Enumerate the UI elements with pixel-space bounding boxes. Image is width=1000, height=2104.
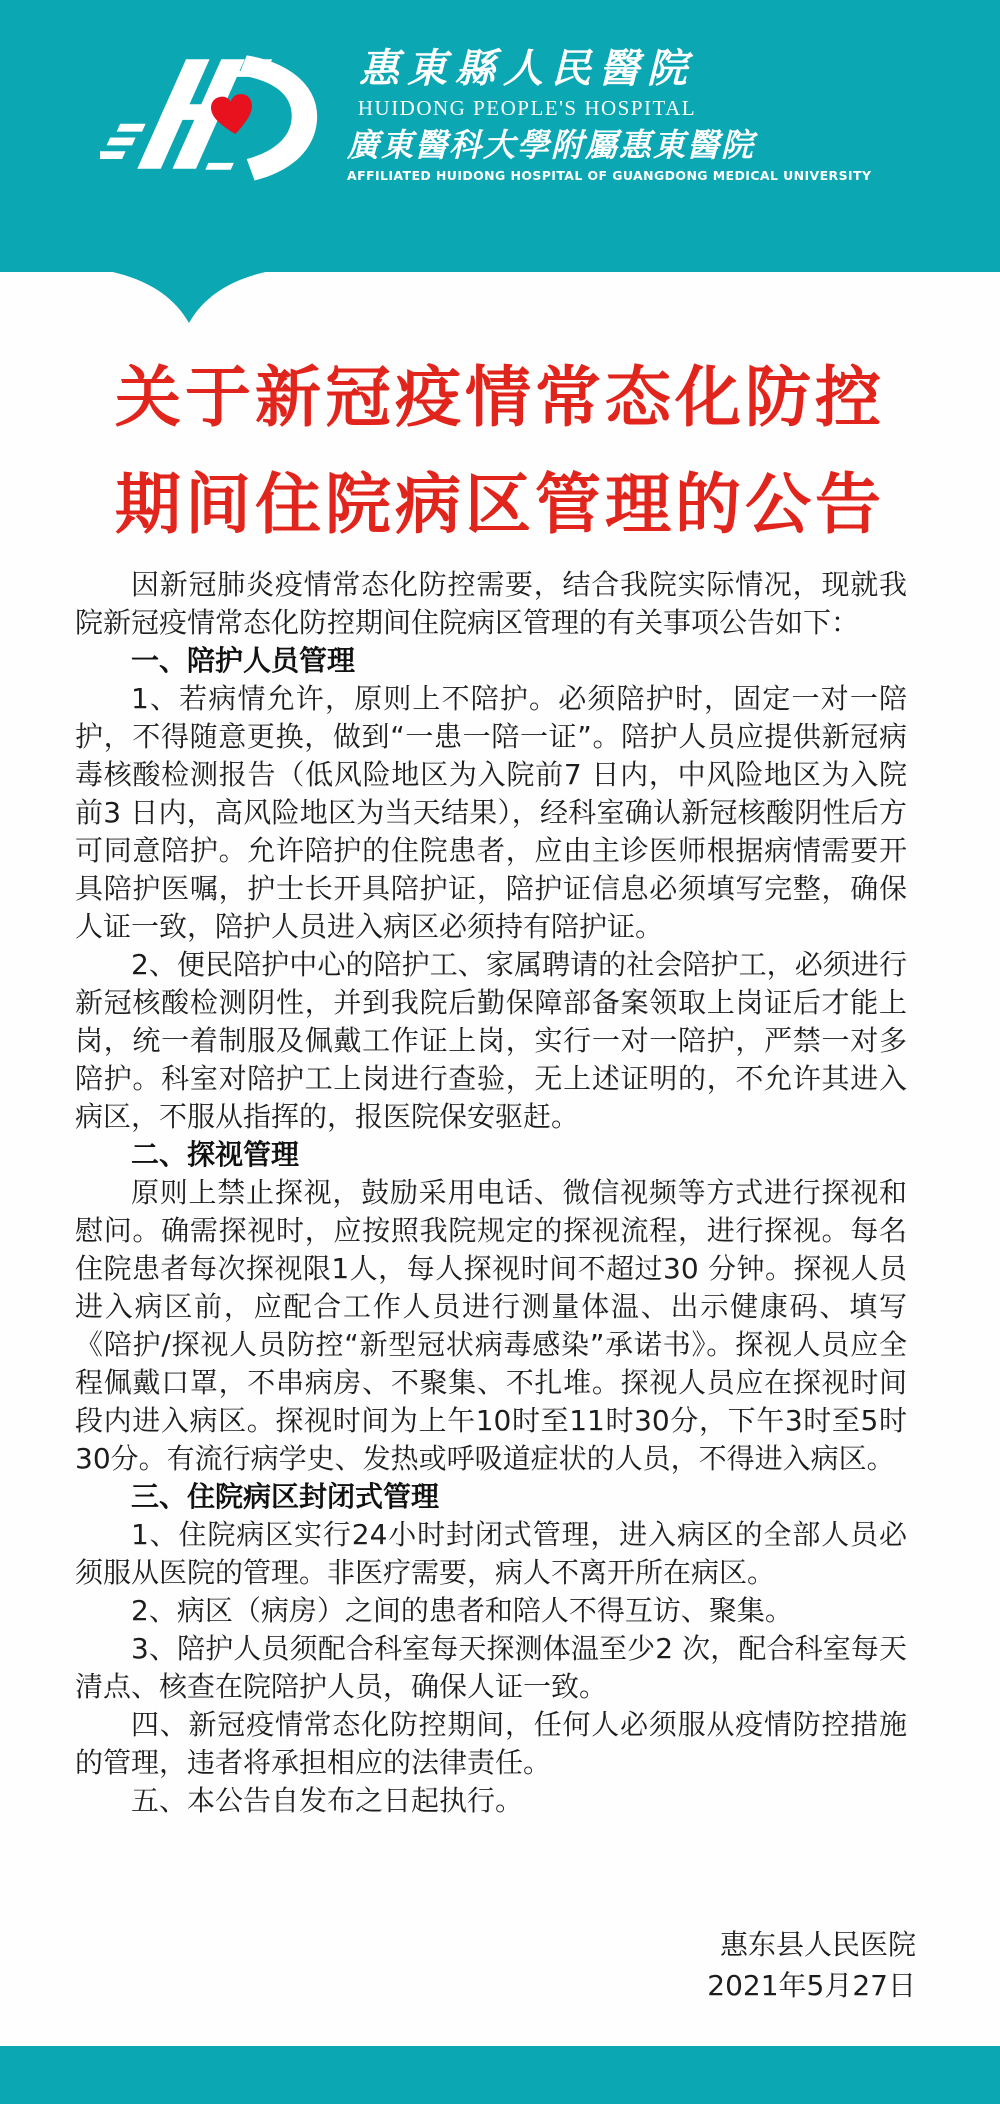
section-heading: 二、探视管理: [131, 1138, 300, 1171]
body-paragraph: 2、病区（病房）之间的患者和陪人不得互访、聚集。: [131, 1594, 793, 1627]
affiliation-zh: 廣東醫科大學附屬惠東醫院: [347, 126, 756, 164]
body-paragraph: 2、便民陪护中心的陪护工、家属聘请的社会陪护工，必须进行新冠核酸检测阴性，并到我院后勤保障部备案领取上岗证后才能上岗，统一着制服及佩戴工作证上岗，实行一对一陪护，严禁一对多陪护。科室对陪护工上岗进行查验，无上述证明的，不允许其进入病区，不服从指挥的，报医院保安驱赶。: [75, 948, 907, 1133]
body-paragraph: 原则上禁止探视，鼓励采用电话、微信视频等方式进行探视和慰问。确需探视时，应按照我院规定的探视流程，进行探视。每名住院患者每次探视限1人，每人探视时间不超过30 分钟。探视人员进入病区前，应配合工作人员进行测量体温、出示健康码、填写《陪护/探视人员防控“新型冠状病毒感染”承诺书》。探视人员应全程佩戴口罩，不串病房、不聚集、不扎堆。探视人员应在探视时间段内进入病区。探视时间为上午10时至11时30分，下午3时至5时30分。有流行病学史、发热或呼吸道症状的人员，不得进入病区。: [75, 1176, 907, 1475]
announcement-title-line1: 关于新冠疫情常态化防控: [115, 359, 885, 436]
body-paragraph: 四、新冠疫情常态化防控期间，任何人必须服从疫情防控措施的管理，违者将承担相应的法律责任。: [75, 1708, 907, 1779]
header-content: [100, 40, 872, 190]
hospital-name-zh: 惠東縣人民醫院: [359, 45, 695, 92]
signature-org: 惠东县人民医院: [719, 1928, 916, 1961]
announcement-body: [75, 566, 907, 1820]
section-heading: 三、住院病区封闭式管理: [131, 1480, 440, 1513]
body-paragraph: 1、若病情允许，原则上不陪护。必须陪护时，固定一对一陪护，不得随意更换，做到“一患一陪一证”。陪护人员应提供新冠病毒核酸检测报告（低风险地区为入院前7 日内，中风险地区为入院前3 日内，高风险地区为当天结果），经科室确认新冠核酸阴性后方可同意陪护。允许陪护的住院患者，应由主诊医师根据病情需要开具陪护医嘱，护士长开具陪护证，陪护证信息必须填写完整，确保人证一致，陪护人员进入病区必须持有陪护证。: [75, 682, 907, 943]
section-heading: 一、陪护人员管理: [131, 644, 356, 677]
heart-icon: [210, 93, 256, 137]
body-paragraph: 3、陪护人员须配合科室每天探测体温至少2 次，配合科室每天清点、核查在院陪护人员，确保人证一致。: [75, 1632, 907, 1703]
body-paragraph: 1、住院病区实行24小时封闭式管理，进入病区的全部人员必须服从医院的管理。非医疗需要，病人不离开所在病区。: [75, 1518, 907, 1589]
affiliation-en: AFFILIATED HUIDONG HOSPITAL OF GUANGDONG MEDICAL UNIVERSITY: [347, 168, 872, 183]
body-paragraph: 五、本公告自发布之日起执行。: [131, 1784, 524, 1817]
signature-date: 2021年5月27日: [707, 1969, 916, 2002]
footer-band: [0, 2046, 1000, 2104]
body-paragraph: 因新冠肺炎疫情常态化防控需要，结合我院实际情况，现就我院新冠疫情常态化防控期间住院病区管理的有关事项公告如下：: [75, 568, 907, 639]
hospital-logo: [100, 40, 325, 190]
announcement-title-line2: 期间住院病区管理的公告: [115, 466, 885, 543]
hospital-titles: [347, 45, 872, 185]
announcement-title: [0, 344, 1000, 558]
header-band: [0, 0, 1000, 272]
hospital-name-en: HUIDONG PEOPLE'S HOSPITAL: [357, 96, 697, 120]
signature-block: [707, 1924, 916, 2006]
hd-monogram-icon: [100, 40, 325, 190]
header-notch: [108, 271, 270, 323]
